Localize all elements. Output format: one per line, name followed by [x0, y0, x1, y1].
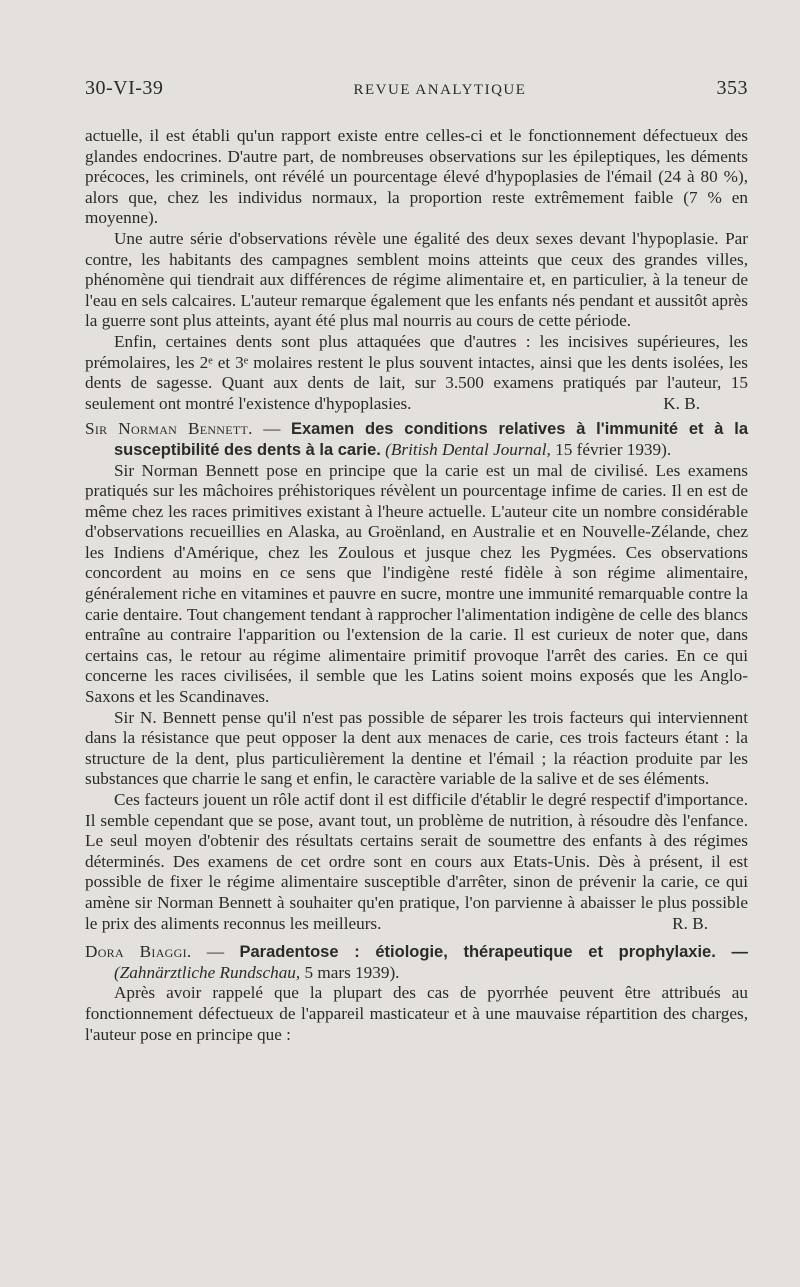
paragraph: Sir N. Bennett pense qu'il n'est pas possible de séparer les trois facteurs qui interviennent dans la résistance que peut opposer la dent aux menaces de carie, ces trois facteurs étant : la structure de la dent, plus particulièrement la dentine et l'émail ; la réaction produite par les substances que charrie le sang et enfin, le caractère variable de la salive et de ses éléments.	[85, 707, 748, 789]
article-hypoplasie	[85, 126, 748, 414]
page-number: 353	[716, 77, 748, 99]
paragraph: actuelle, il est établi qu'un rapport existe entre celles-ci et le fonctionnement défectueux des glandes endocrines. D'autre part, de nombreuses observations sur les épileptiques, les déments précoces, les criminels, ont révélé un pourcentage élevé d'hypoplasies de l'émail (24 à 80 %), alors que, chez les individus normaux, la proportion reste extrêmement faible (7 % en moyenne).	[85, 126, 748, 228]
heading-dash: —	[252, 419, 291, 439]
article-title: Examen des conditions relatives à l'immunité et à la susceptibilité des dents à la carie.	[114, 420, 749, 459]
paragraph: Après avoir rappelé que la plupart des cas de pyorrhée peuvent être attribués au fonctionnement défectueux de l'appareil masticateur et à une mauvaise répartition des charges, l'auteur pose en principe que :	[85, 983, 748, 1044]
article-heading	[85, 942, 748, 983]
heading-dash: —	[191, 942, 240, 962]
paragraph	[85, 790, 748, 934]
article-date: 5 mars 1939).	[300, 962, 400, 982]
author-signature: K. B.	[663, 393, 700, 413]
article-title: Paradentose : étiologie, thérapeutique et prophylaxie. —	[239, 943, 748, 962]
article-heading	[85, 419, 748, 460]
running-header	[85, 78, 748, 110]
article-date: 15 février 1939).	[550, 439, 672, 459]
article-carie	[85, 461, 748, 935]
author-signature: R. B.	[672, 913, 708, 933]
paragraph	[85, 332, 748, 414]
article-source: (Zahnärztliche Rundschau,	[114, 962, 301, 982]
paragraph: Une autre série d'observations révèle une égalité des deux sexes devant l'hypoplasie. Par contre, les habitants des campagnes semblent moins atteints que ceux des grandes villes, phénomène qui tiendrait aux différences de régime alimentaire et, en particulier, à la teneur de l'eau en sels calcaires. L'auteur remarque également que les enfants nés pendant et aussitôt après la guerre sont plus atteints, ayant été plus mal nourris au cours de cette période.	[85, 228, 748, 331]
article-source: (British Dental Journal,	[385, 439, 551, 459]
issue-date: 30-VI-39	[85, 77, 164, 99]
paragraph: Sir Norman Bennett pose en principe que la carie est un mal de civilisé. Les examens pratiqués sur les mâchoires préhistoriques révèlent un pourcentage infime de caries. Il en est de même chez les races primitives existant à l'heure actuelle. L'auteur cite un nombre considérable d'observations recueillies en Alaska, au Groënland, en Australie et en Nouvelle-Zélande, chez les Indiens d'Amérique, chez les Zoulous et jusque chez les Pygmées. Ces observations concordent au moins en ce sens que l'indigène resté fidèle à son régime alimentaire, généralement riche en vitamines et pauvre en sucre, montre une immunité remarquable contre la carie dentaire. Tout changement tendant à rapprocher l'alimentation indigène de celle des blancs entraîne au contraire l'apparition ou l'extension de la carie. Il est curieux de noter que, dans certains cas, le retour au régime alimentaire primitif provoque l'arrêt des caries. En ce qui concerne les races civilisées, il semble que les Latins soient moins exposés que les Anglo-Saxons et les Scandinaves.	[85, 460, 748, 707]
article-author: Dora Biaggi.	[85, 942, 192, 962]
article-paradentose	[85, 983, 748, 1045]
paragraph-text: Ces facteurs jouent un rôle actif dont il est difficile d'établir le degré respectif d'importance. Il semble cependant que se pose, avant tout, un problème de nutrition, à résoudre dès l'enfance. Le seul moyen d'obtenir des résultats certains serait de soumettre des enfants à des régimes déterminés. Des examens de cet ordre sont en cours aux Etats-Unis. Dès à présent, il est possible de fixer le régime alimentaire susceptible d'arrêter, sinon de prévenir la carie, ce qui amène sir Norman Bennett à souhaiter qu'en pratique, l'on parvienne à abaisser le plus possible le prix des aliments reconnus les meilleurs.	[85, 790, 748, 933]
paragraph-text: Enfin, certaines dents sont plus attaquées que d'autres : les incisives supérieures, les prémolaires, les 2ᵉ et 3ᵉ molaires restent le plus souvent intactes, ainsi que les dents isolées, les dents de sagesse. Quant aux dents de lait, sur 3.500 examens pratiqués par l'auteur, 15 seulement ont montré l'existence d'hypoplasies.	[85, 331, 748, 413]
running-title: REVUE ANALYTIQUE	[353, 82, 527, 98]
article-author: Sir Norman Bennett.	[85, 419, 253, 439]
